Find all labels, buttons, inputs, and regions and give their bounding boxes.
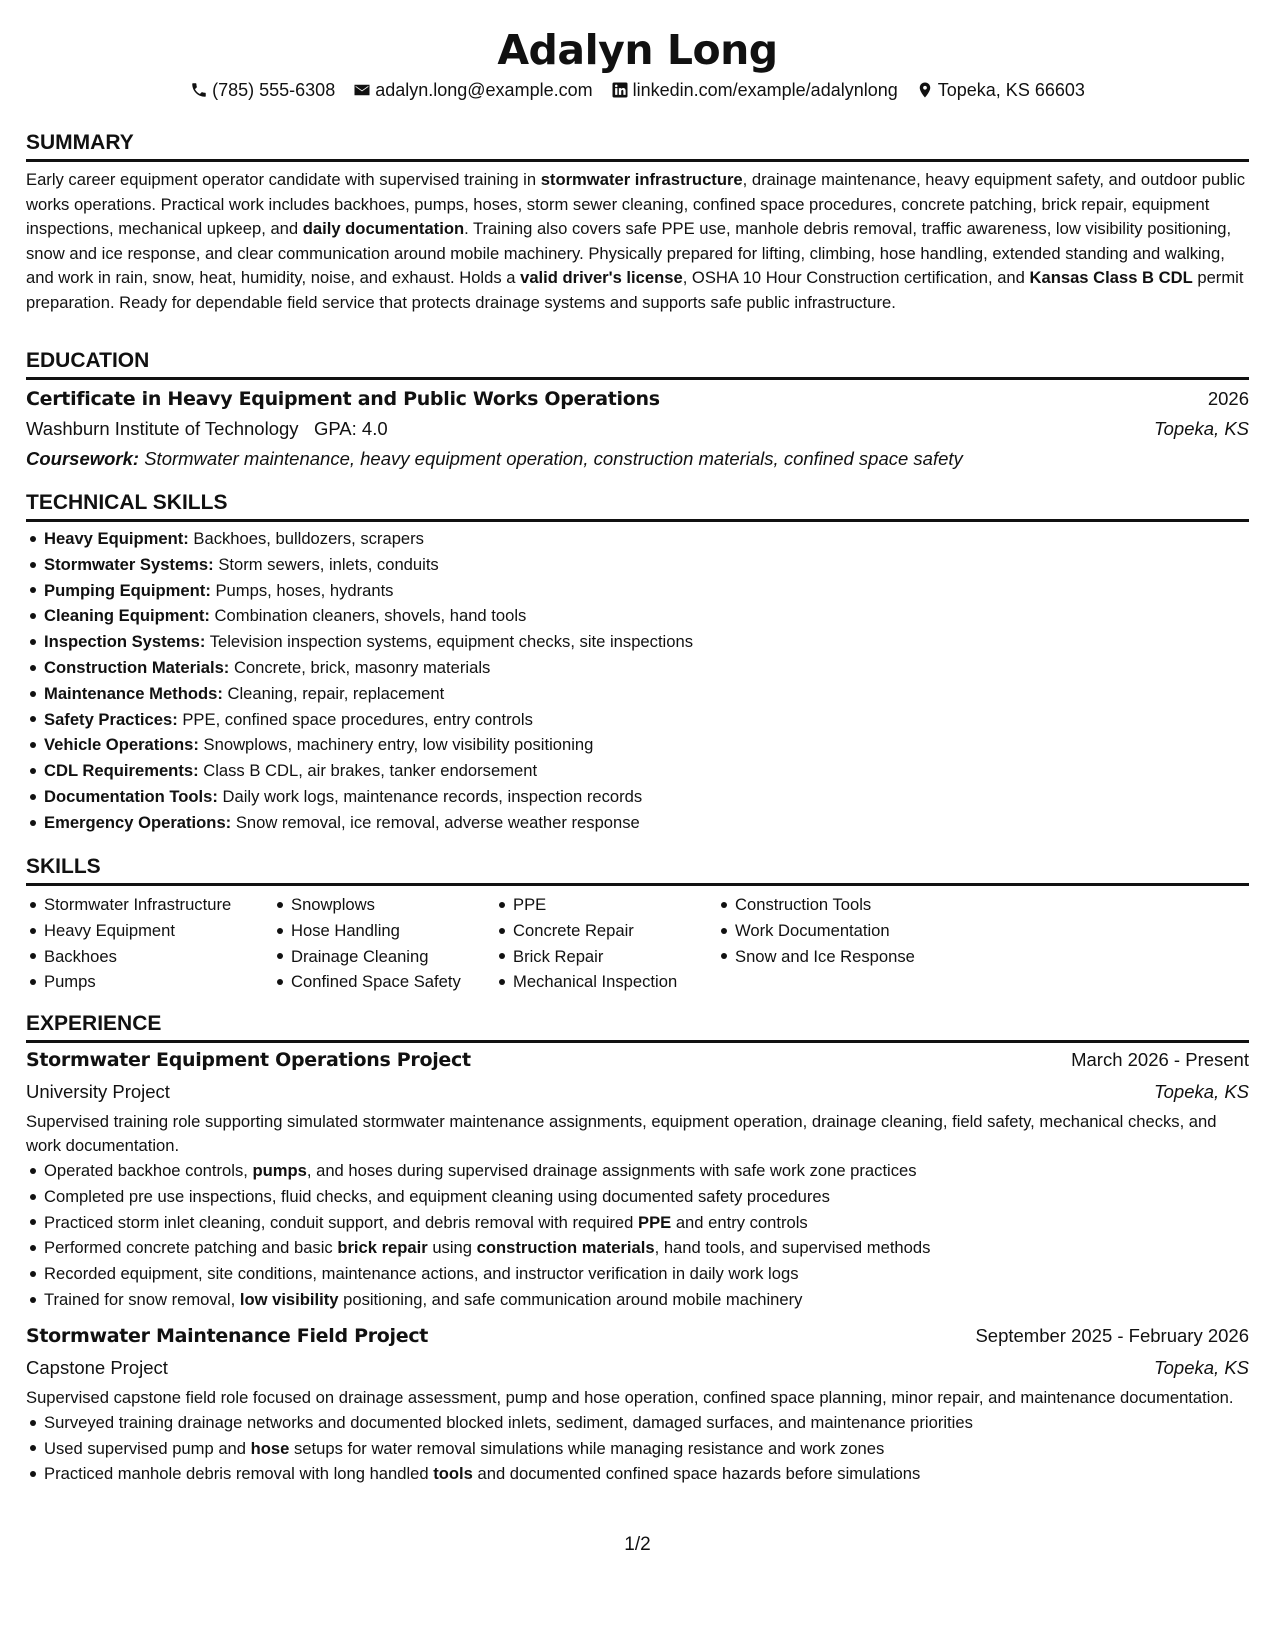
contact-bar [26,78,1249,102]
technical-skill-value: Class B CDL, air brakes, tanker endorsement [198,761,538,781]
experience-description: Supervised capstone field role focused on drainage assessment, pump and hose operation, confined space planning, minor repair, and maintenance documentation. [26,1387,1234,1407]
coursework-line [26,444,1249,474]
location-text: Topeka, KS 66603 [937,80,1085,100]
technical-skill-value: Storm sewers, inlets, conduits [213,554,439,574]
candidate-name: Adalyn Long [497,26,778,74]
experience-bullet [26,1210,1249,1236]
skills-column [273,892,495,995]
section-title-technical-skills: TECHNICAL SKILLS [26,490,1249,522]
bullet-text: Recorded equipment, site conditions, maintenance actions, and instructor verification in daily work logs [44,1264,799,1284]
skill-item: Snowplows [273,892,495,918]
contact-location [916,78,1085,102]
technical-skill-label: Inspection Systems: [44,632,206,652]
bullet-text: Practiced storm inlet cleaning, conduit support, and debris removal with required [44,1212,638,1232]
envelope-icon [353,81,371,99]
experience-bullet [26,1184,1249,1210]
section-title-summary: SUMMARY [26,130,1249,162]
bullet-text: , and hoses during supervised drainage assignments with safe work zone practices [306,1161,917,1180]
experience-entry [26,1321,1249,1487]
technical-skill-value: Pumps, hoses, hydrants [210,580,394,600]
skill-item: Brick Repair [495,944,717,970]
skill-item: Confined Space Safety [273,969,495,995]
bullet-text: Used supervised pump and [44,1438,251,1458]
experience-location: Topeka, KS [1154,1356,1249,1378]
skill-item: Mechanical Inspection [495,969,717,995]
technical-skill-label: Maintenance Methods: [44,683,223,703]
technical-skill-value: Cleaning, repair, replacement [222,683,445,703]
experience-section [26,1011,1249,1487]
experience-entry [26,1045,1249,1313]
skill-item: PPE [495,892,717,918]
technical-skill-item [26,732,1249,758]
phone-text: (785) 555-6308 [212,80,336,100]
bullet-keyword: brick repair [337,1238,428,1258]
experience-bullet [26,1436,1249,1462]
technical-skill-item [26,758,1249,784]
skills-column [495,892,717,995]
skill-item: Backhoes [26,944,273,970]
education-year: 2026 [1207,388,1249,409]
experience-bullet [26,1261,1249,1287]
experience-role: Stormwater Equipment Operations Project [26,1049,471,1071]
skill-item: Heavy Equipment [26,918,273,944]
page-number: 1/2 [624,1534,651,1555]
skill-item: Work Documentation [717,918,957,944]
bullet-text: Trained for snow removal, [44,1289,240,1309]
section-title-experience: EXPERIENCE [26,1011,1249,1043]
experience-role: Stormwater Maintenance Field Project [26,1324,429,1347]
technical-skill-item [26,629,1249,655]
technical-skill-label: Construction Materials: [44,657,230,677]
experience-bullets [26,1410,1249,1487]
skills-section [26,854,1249,995]
technical-skill-value: Backhoes, bulldozers, scrapers [188,529,424,548]
technical-skills-list [26,526,1249,836]
technical-skill-label: Documentation Tools: [44,786,218,806]
experience-header-row [26,1321,1249,1351]
bullet-keyword: low visibility [239,1289,339,1309]
bullet-text: and documented confined space hazards before simulations [472,1464,921,1484]
experience-dates: September 2025 - February 2026 [975,1324,1249,1346]
experience-org: University Project [26,1081,170,1102]
skill-item: Stormwater Infrastructure [26,892,273,918]
technical-skill-item [26,707,1249,733]
contact-linkedin[interactable] [611,78,898,102]
summary-section [26,130,1249,316]
experience-dates: March 2026 - Present [1071,1049,1249,1070]
gpa: GPA: 4.0 [313,418,388,439]
bullet-keyword: hose [250,1438,290,1458]
experience-bullets [26,1158,1249,1313]
experience-bullet [26,1461,1249,1487]
education-location: Topeka, KS [1154,418,1249,439]
technical-skill-item [26,603,1249,629]
linkedin-text: linkedin.com/example/adalynlong [632,80,898,100]
coursework-label: Coursework: [26,448,140,469]
bullet-text: Operated backhoe controls, [44,1161,253,1180]
summary-paragraph: Early career equipment operator candidate with supervised training in stormwater infrastructure, drainage maintenance, heavy equipment safety, and outdoor public works operations. Practical work includes backhoes, pumps, hoses, storm sewer cleaning, confined space procedures, concrete patching, brick repair, equipment inspections, mechanical upkeep, and daily documentation. Training also covers safe PPE use, manhole debris removal, traffic awareness, low visibility positioning, snow and ice response, and clear communication around mobile machinery. Physically prepared for lifting, climbing, hose handling, extended standing and walking, and work in rain, snow, heat, humidity, noise, and exhaust. Holds a valid driver's license, OSHA 10 Hour Construction certification, and Kansas Class B CDL permit preparation. Ready for dependable field service that protects drainage systems and supports safe public infrastructure. [26,170,1246,312]
technical-skill-value: Television inspection systems, equipment checks, site inspections [205,632,693,652]
technical-skill-label: CDL Requirements: [44,761,199,781]
education-header-row [26,384,1249,414]
coursework-text: Stormwater maintenance, heavy equipment operation, construction materials, confined space safety [139,448,963,469]
technical-skill-label: Heavy Equipment: [44,529,189,548]
experience-bullet [26,1235,1249,1261]
school-name: Washburn Institute of Technology [26,418,299,439]
experience-bullet [26,1410,1249,1436]
linkedin-icon [611,81,629,99]
bullet-keyword: tools [433,1464,473,1484]
phone-icon [190,81,208,99]
bullet-keyword: pumps [252,1161,307,1180]
technical-skills-section [26,490,1249,836]
contact-phone[interactable] [190,78,335,102]
skills-grid [26,892,1249,995]
bullet-text: and entry controls [671,1212,808,1232]
experience-org-row [26,1353,1249,1383]
bullet-text: Practiced manhole debris removal with long handled [44,1464,434,1484]
bullet-text: Completed pre use inspections, fluid checks, and equipment cleaning using documented safety procedures [44,1186,830,1206]
experience-bullet [26,1287,1249,1313]
skills-column [717,892,957,995]
contact-email[interactable] [353,78,592,102]
technical-skill-item [26,810,1249,836]
school-line [26,414,388,444]
technical-skill-value: Daily work logs, maintenance records, inspection records [217,786,643,806]
skill-item: Pumps [26,969,273,995]
education-section [26,348,1249,474]
technical-skill-item [26,578,1249,604]
section-title-education: EDUCATION [26,348,1249,380]
technical-skill-label: Emergency Operations: [44,812,232,832]
bullet-text: positioning, and safe communication around mobile machinery [338,1289,803,1309]
bullet-keyword: PPE [638,1212,672,1232]
map-pin-icon [916,81,934,99]
technical-skill-value: Snow removal, ice removal, adverse weather response [231,812,640,832]
education-school-row [26,414,1249,444]
technical-skill-item [26,784,1249,810]
skill-item: Concrete Repair [495,918,717,944]
technical-skill-value: PPE, confined space procedures, entry controls [177,709,533,729]
technical-skill-item [26,552,1249,578]
email-text: adalyn.long@example.com [375,80,593,100]
technical-skill-label: Cleaning Equipment: [44,606,210,626]
experience-location: Topeka, KS [1154,1081,1249,1102]
skill-item: Hose Handling [273,918,495,944]
technical-skill-item [26,681,1249,707]
experience-entries [26,1045,1249,1487]
technical-skill-label: Vehicle Operations: [44,735,199,755]
experience-description: Supervised training role supporting simulated stormwater maintenance assignments, equipment operation, drainage cleaning, field safety, mechanical checks, and work documentation. [26,1112,1217,1155]
resume-page [26,24,1249,1484]
skills-column [26,892,273,995]
technical-skill-label: Stormwater Systems: [44,554,214,574]
technical-skill-label: Pumping Equipment: [44,580,211,600]
bullet-text: setups for water removal simulations while managing resistance and work zones [289,1438,885,1458]
technical-skill-item [26,526,1249,552]
experience-org: Capstone Project [26,1356,168,1378]
bullet-text: , hand tools, and supervised methods [654,1238,931,1258]
technical-skill-value: Concrete, brick, masonry materials [229,657,491,677]
experience-bullet [26,1158,1249,1184]
experience-header-row [26,1045,1249,1075]
section-title-skills: SKILLS [26,854,1249,886]
degree-title: Certificate in Heavy Equipment and Public Works Operations [26,388,660,410]
bullet-text: Performed concrete patching and basic [44,1238,338,1258]
technical-skill-label: Safety Practices: [44,709,178,729]
technical-skill-item [26,655,1249,681]
skill-item: Snow and Ice Response [717,944,957,970]
technical-skill-value: Combination cleaners, shovels, hand tools [209,606,527,626]
experience-org-row [26,1077,1249,1107]
technical-skill-value: Snowplows, machinery entry, low visibility positioning [198,735,594,755]
bullet-text: Surveyed training drainage networks and documented blocked inlets, sediment, damaged surfaces, and maintenance priorities [44,1412,973,1432]
skill-item: Construction Tools [717,892,957,918]
bullet-keyword: construction materials [476,1238,655,1258]
skill-item: Drainage Cleaning [273,944,495,970]
bullet-text: using [427,1238,477,1258]
